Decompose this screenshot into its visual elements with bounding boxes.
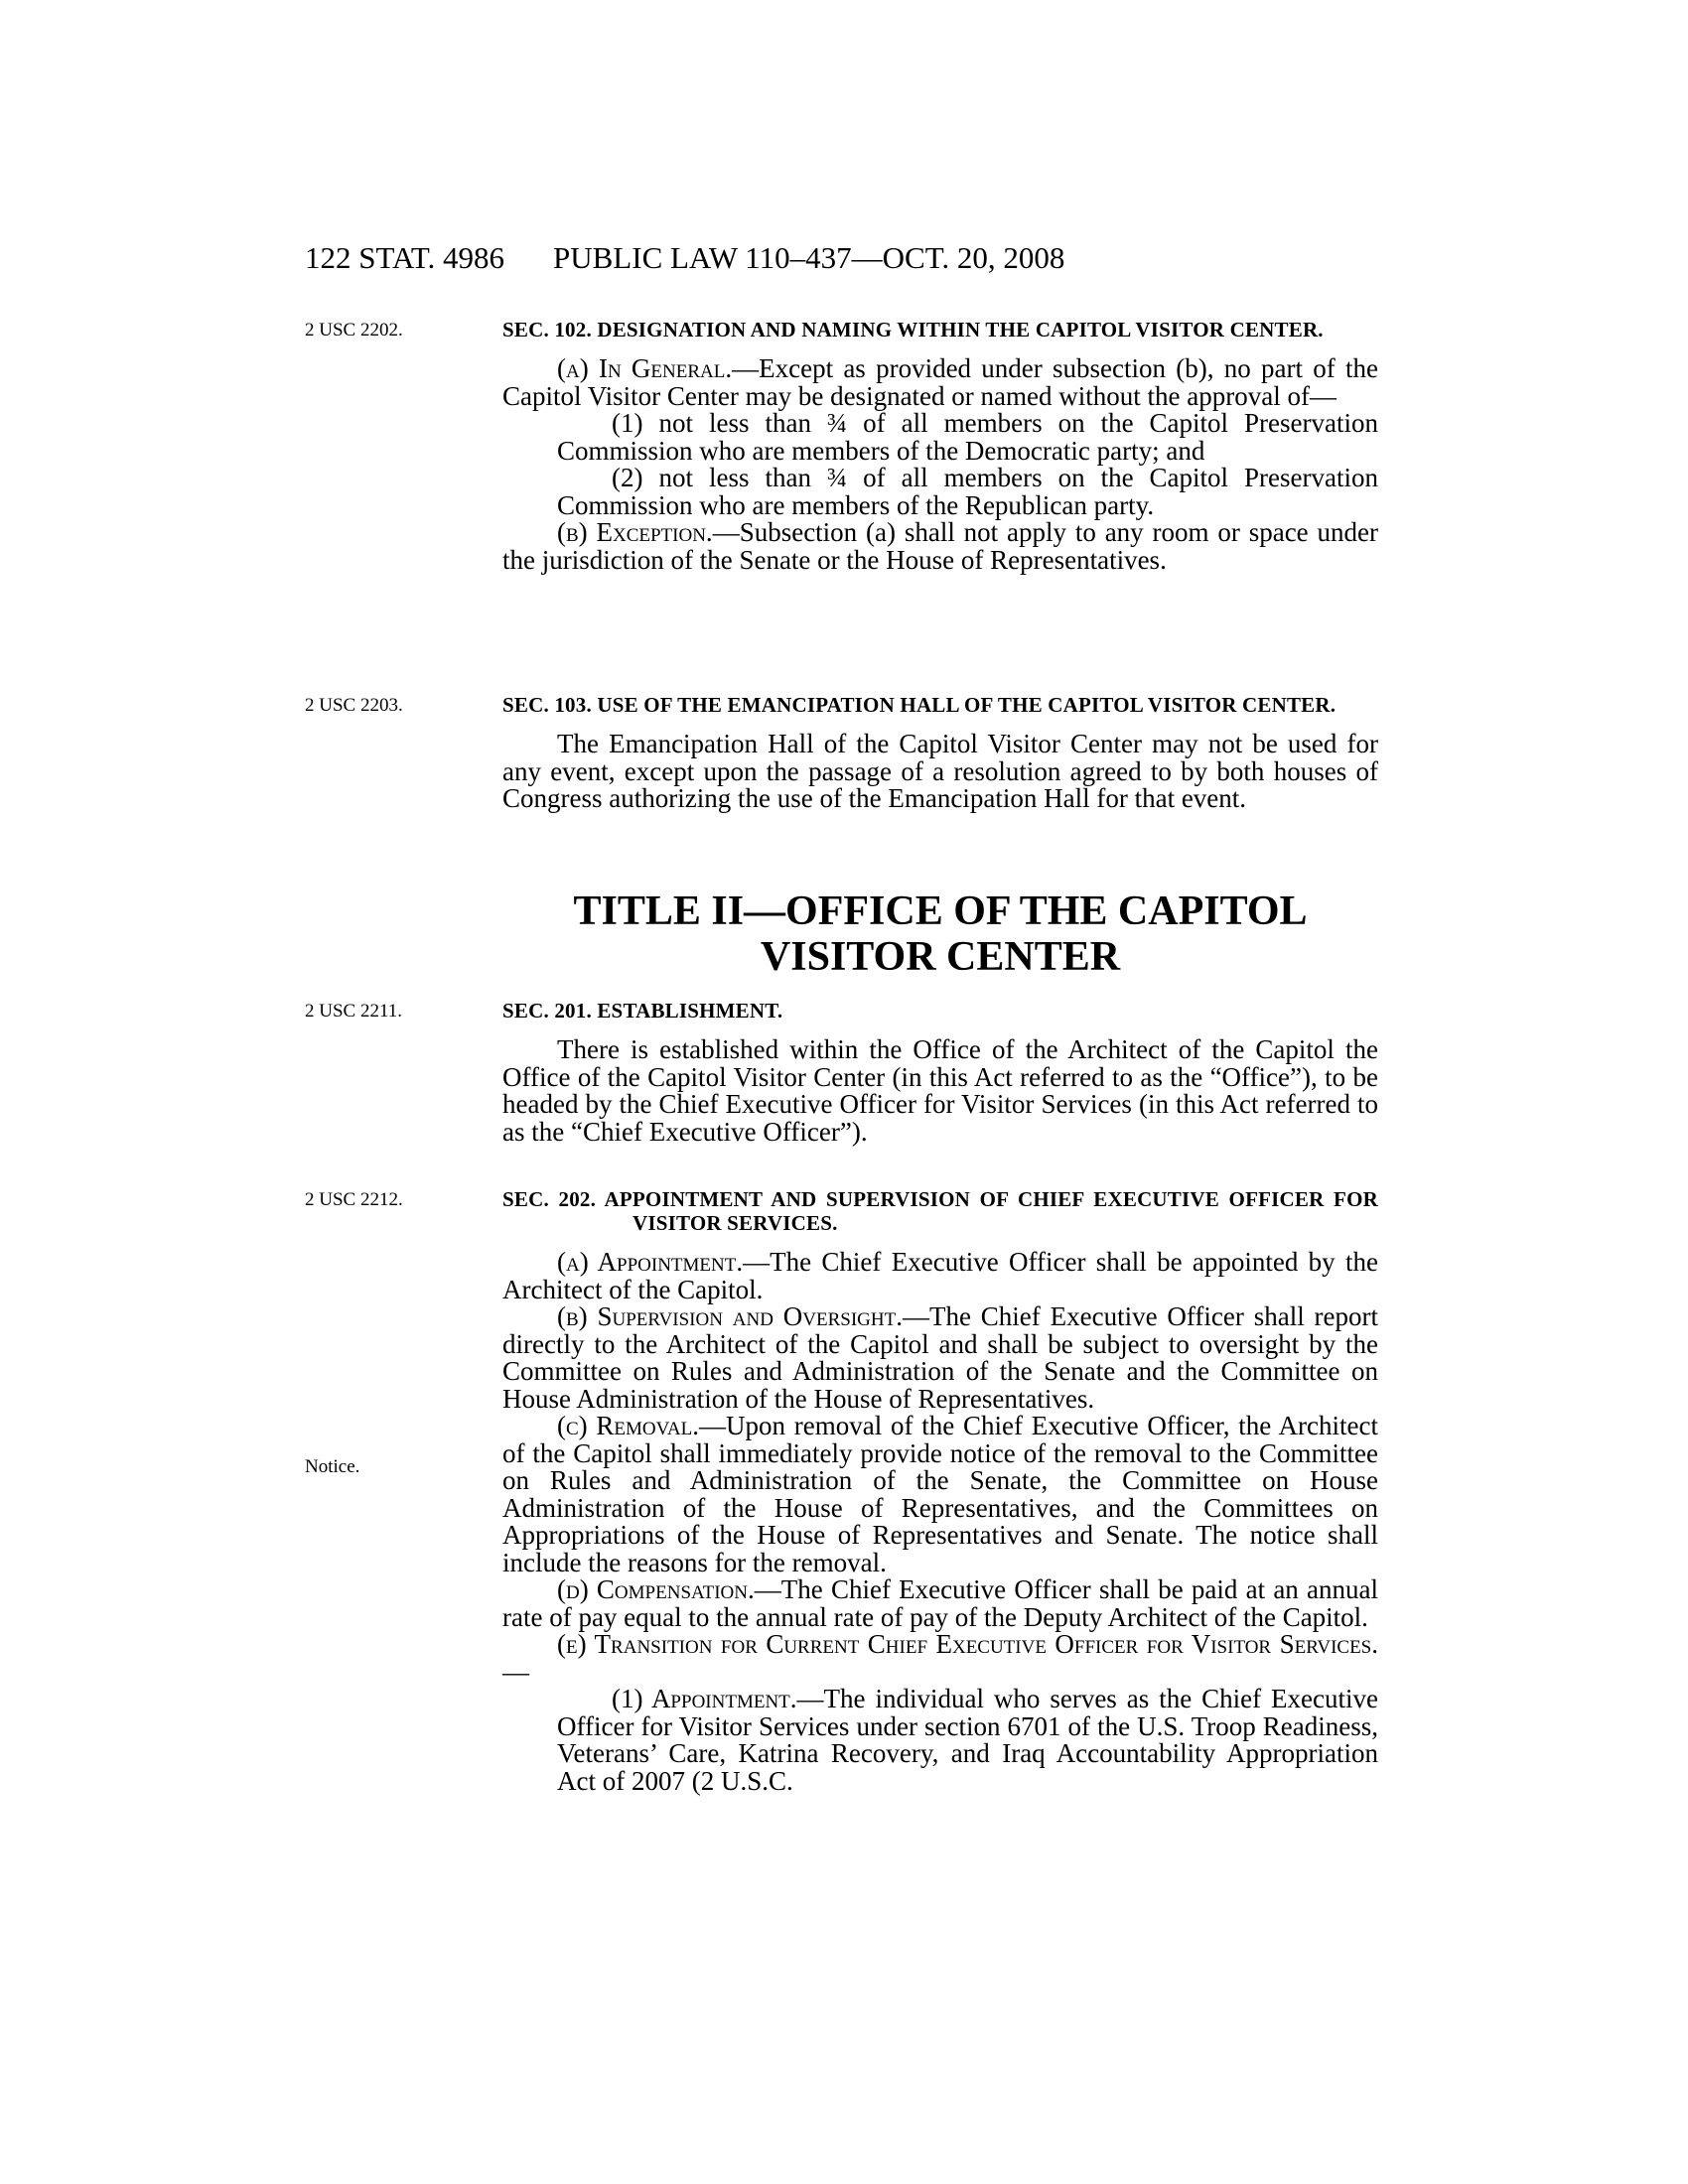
section-103 [502, 693, 1378, 813]
sec202-subsection-c [502, 1413, 1378, 1576]
sec202-a-text: —The Chief Executive Officer shall be appointed by the Architect of the Capitol. [502, 1247, 1378, 1304]
sec202-subsection-b [502, 1303, 1378, 1413]
sec102-subsection-b [502, 519, 1378, 574]
sec202-e-text: — [502, 1656, 529, 1687]
sec202-b-text: —The Chief Executive Officer shall report directly to the Architect of the Capitol and shall be subject to oversight by the Committee on Rules and Administration of the Senate and the Committee on House Administration of the House of Representatives. [502, 1301, 1378, 1414]
sec202-subsection-d [502, 1576, 1378, 1631]
sec102-a1: (1) not less than ¾ of all members on the Capitol Preservation Commission who are members of the Democratic party; and [557, 408, 1378, 466]
section-103-heading: SEC. 103. USE OF THE EMANCIPATION HALL OF THE CAPITOL VISITOR CENTER. [502, 693, 1336, 717]
title-line-1: TITLE II—OFFICE OF THE CAPITOL [573, 888, 1308, 934]
sec202-b-label: (b) Supervision and Oversight. [557, 1301, 903, 1331]
sec202-d-label: (d) Compensation. [557, 1574, 755, 1604]
margin-note-sec103: 2 USC 2203. [305, 695, 403, 716]
sec102-a-label: (a) In General. [557, 353, 733, 383]
sec102-a-text: —Except as provided under subsection (b), no part of the Capitol Visitor Center may be designated or named without the approval of— [502, 353, 1378, 411]
margin-note-notice: Notice. [305, 1456, 360, 1477]
section-202-heading: SEC. 202. APPOINTMENT AND SUPERVISION OF CHIEF EXECUTIVE OFFICER FOR VISITOR SERVICES. [502, 1187, 1378, 1235]
sec102-b-label: (b) Exception. [557, 517, 713, 547]
sec202-a-label: (a) Appointment. [557, 1247, 744, 1277]
sec202-c-label: (c) Removal. [557, 1411, 699, 1440]
stat-page-number: 122 STAT. 4986 [305, 240, 505, 275]
running-head: PUBLIC LAW 110–437—OCT. 20, 2008 [553, 240, 1065, 275]
section-202 [502, 1187, 1378, 1795]
sec202-subsection-a [502, 1249, 1378, 1303]
sec202-subsection-e [502, 1631, 1378, 1686]
sec102-a2: (2) not less than ¾ of all members on the Capitol Preservation Commission who are members of the Republican party. [557, 463, 1378, 520]
section-102-heading: SEC. 102. DESIGNATION AND NAMING WITHIN THE CAPITOL VISITOR CENTER. [502, 318, 1324, 341]
sec102-subsection-a [502, 355, 1378, 410]
sec201-text: There is established within the Office of the Architect of the Capitol the Office of the Capitol Visitor Center (in this Act referred to as the “Office”), to be headed by the Chief Executive Officer for Visitor Services (in this Act referred to as the “Chief Executive Officer”). [502, 1034, 1378, 1147]
margin-note-sec202: 2 USC 2212. [305, 1189, 403, 1210]
sec202-c-text: —Upon removal of the Chief Executive Officer, the Architect of the Capitol shall immediately provide notice of the removal to the Committee on Rules and Administration of the Senate, the Committee on House Administration of the House of Representatives, and the Committees on Appropriations of the House of Representatives and Senate. The notice shall include the reasons for the removal. [502, 1411, 1379, 1577]
margin-note-sec201: 2 USC 2211. [305, 1001, 403, 1022]
sec202-e1-text: —The individual who serves as the Chief Executive Officer for Visitor Services under section 6701 of the U.S. Troop Readiness, Veterans’ Care, Katrina Recovery, and Iraq Accountability Appropriation Act of 2007 (2 U.S.C. [557, 1684, 1378, 1796]
section-102 [502, 318, 1378, 574]
section-201-heading: SEC. 201. ESTABLISHMENT. [502, 999, 783, 1023]
title-ii-heading [502, 888, 1378, 980]
sec102-b-text: —Subsection (a) shall not apply to any room or space under the jurisdiction of the Senate or the House of Representatives. [502, 517, 1378, 575]
sec202-e1 [502, 1686, 1378, 1795]
page-header [305, 240, 1357, 284]
sec202-e-label: (e) Transition for Current Chief Executive Officer for Visitor Services. [557, 1629, 1378, 1659]
section-201 [502, 999, 1378, 1146]
sec103-text: The Emancipation Hall of the Capitol Visitor Center may not be used for any event, except upon the passage of a resolution agreed to by both houses of Congress authorizing the use of the Emancipation Hall for that event. [502, 729, 1378, 813]
sec202-e1-label: (1) Appointment. [612, 1684, 797, 1713]
sec202-d-text: —The Chief Executive Officer shall be paid at an annual rate of pay equal to the annual rate of pay of the Deputy Architect of the Capitol. [502, 1574, 1378, 1632]
margin-note-sec102: 2 USC 2202. [305, 320, 403, 341]
title-line-2: VISITOR CENTER [760, 934, 1121, 980]
